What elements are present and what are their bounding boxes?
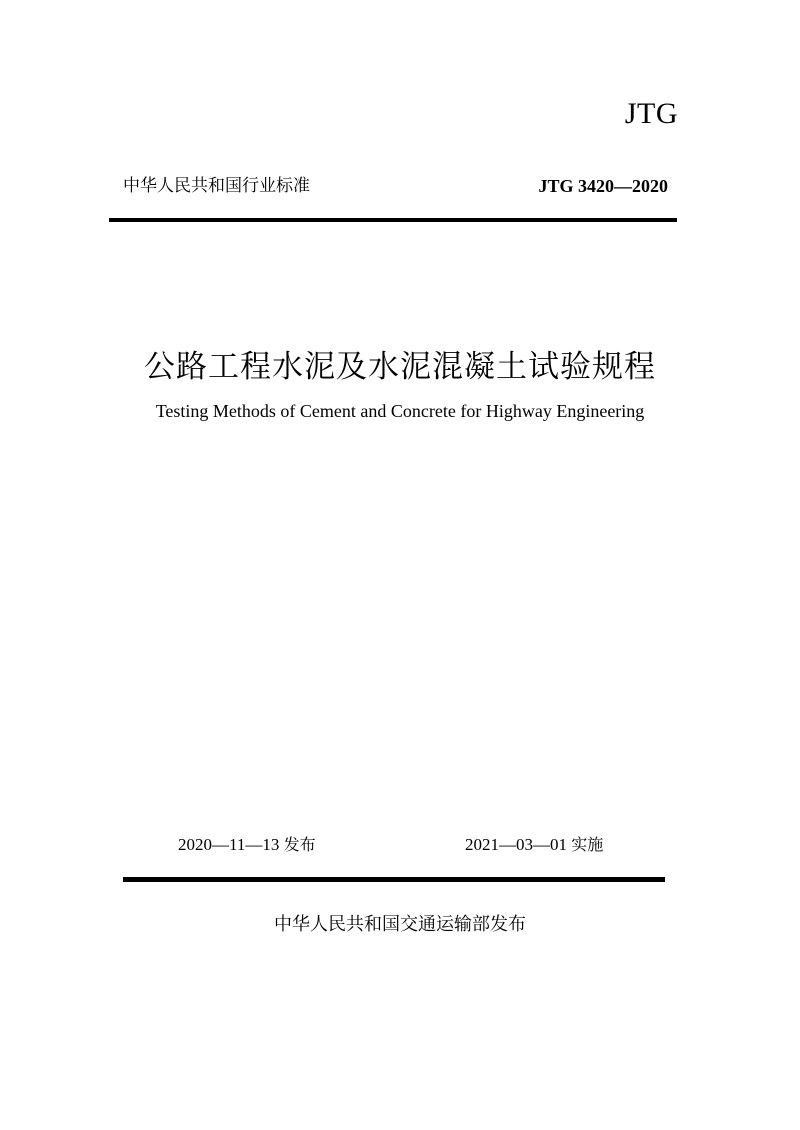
implementation-date-block: [465, 833, 603, 857]
standard-category: 中华人民共和国行业标准: [123, 176, 310, 196]
issue-label: 发布: [283, 835, 316, 854]
issue-date-block: [178, 833, 316, 857]
implementation-label: 实施: [571, 835, 604, 854]
implementation-date: 2021—03—01: [465, 835, 567, 854]
document-title-chinese: 公路工程水泥及水泥混凝土试验规程: [144, 349, 656, 385]
document-title-english: Testing Methods of Cement and Concrete for Highway Engineering: [155, 401, 645, 421]
issue-date: 2020—11—13: [178, 835, 280, 854]
code-mark: JTG: [624, 97, 678, 130]
standard-number: JTG 3420—2020: [538, 176, 668, 196]
bottom-divider: [123, 877, 665, 882]
top-divider: [109, 218, 677, 222]
publisher: 中华人民共和国交通运输部发布: [274, 914, 526, 935]
